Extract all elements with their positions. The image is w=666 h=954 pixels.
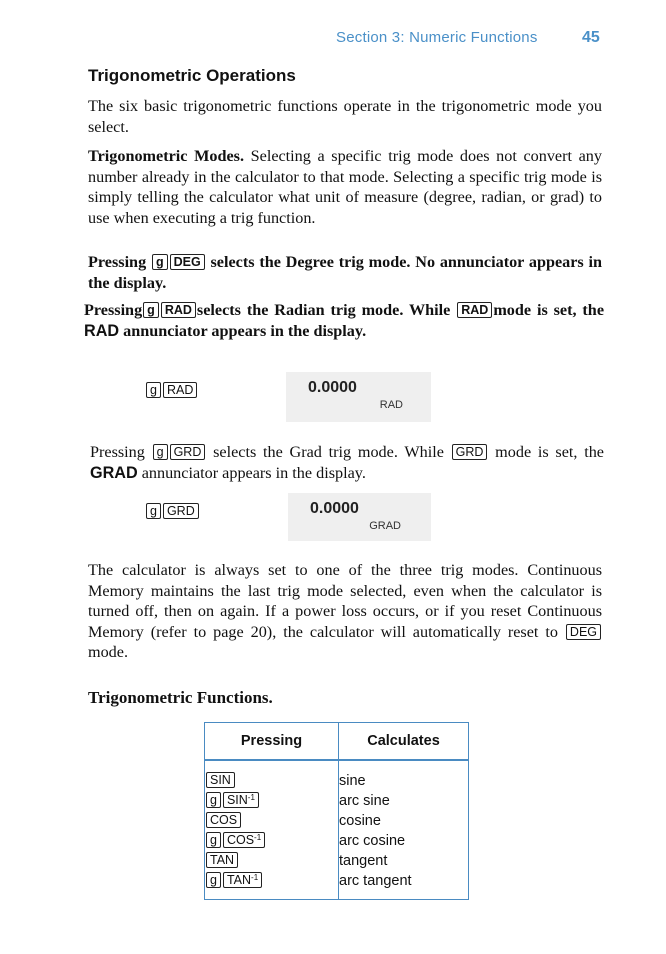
g-key: g xyxy=(146,382,161,398)
grd-example-keys xyxy=(145,503,200,521)
table-row xyxy=(205,851,338,871)
functions-heading: Trigonometric Functions. xyxy=(88,688,273,707)
column-header-pressing: Pressing xyxy=(205,723,339,761)
display-value: 0.0000 xyxy=(310,500,359,517)
result-tangent: tangent xyxy=(339,853,388,869)
grd-annunciator-label: GRAD xyxy=(90,463,138,482)
memory-paragraph xyxy=(88,560,602,663)
grd-key: GRD xyxy=(163,503,199,519)
g-key: g xyxy=(152,254,168,270)
sin-inverse-key: $SIN^{-1}$ xyxy=(223,792,259,808)
grd-key: GRD xyxy=(452,444,488,460)
trig-modes-text: Selecting a specific trig mode does not convert any number already in the calculator to that mode. Selecting a specific trig mode is simply telling the calculator what unit of measure (degree, radian, or grad) to use when executing a trig function. xyxy=(88,147,602,227)
table-row xyxy=(205,811,338,831)
cos-inverse-key: $COS^{-1}$ xyxy=(223,832,265,848)
result-arc-tangent: arc tangent xyxy=(339,873,412,889)
g-key: g xyxy=(206,872,221,888)
column-header-calculates: Calculates xyxy=(339,723,469,761)
g-key: g xyxy=(153,444,168,460)
intro-paragraph: The six basic trigonometric functions operate in the trigonometric mode you select. xyxy=(88,97,602,136)
rad-text-2: mode is set, the xyxy=(493,301,604,319)
table-row xyxy=(205,771,338,791)
result-cosine: cosine xyxy=(339,813,381,829)
rad-example-keys xyxy=(145,382,198,400)
deg-key: DEG xyxy=(566,624,601,640)
deg-paragraph xyxy=(88,252,602,293)
sin-key: SIN xyxy=(206,772,235,788)
display-annunciator: GRAD xyxy=(369,520,401,532)
section-heading: Trigonometric Operations xyxy=(88,66,296,85)
rad-paragraph xyxy=(84,300,604,341)
g-key: g xyxy=(206,792,221,808)
display-value: 0.0000 xyxy=(308,379,357,396)
grd-pressing: Pressing xyxy=(90,443,145,461)
table-row xyxy=(205,791,338,811)
trig-functions-table xyxy=(204,722,469,900)
rad-display xyxy=(286,372,431,422)
rad-pressing: Pressing xyxy=(84,301,143,319)
pressing-cell xyxy=(205,760,339,900)
rad-text-1: selects the Radian trig mode. While xyxy=(196,301,451,319)
running-title: Section 3: Numeric Functions xyxy=(336,29,538,46)
page-number: 45 xyxy=(582,29,600,46)
g-key: g xyxy=(206,832,221,848)
deg-pressing: Pressing xyxy=(88,253,147,271)
grd-display xyxy=(288,493,431,541)
g-key: g xyxy=(146,503,161,519)
g-key: g xyxy=(143,302,159,318)
trig-modes-lead: Trigonometric Modes. xyxy=(88,147,245,165)
rad-text-3: annunciator appears in the display. xyxy=(119,321,367,340)
result-arc-sine: arc sine xyxy=(339,793,390,809)
rad-key: RAD xyxy=(457,302,492,318)
rad-annunciator-label: RAD xyxy=(84,321,120,340)
calculates-cell xyxy=(339,760,469,900)
deg-key: DEG xyxy=(170,254,205,270)
result-sine: sine xyxy=(339,773,366,789)
grd-text-3: annunciator appears in the display. xyxy=(137,463,366,482)
memory-text: The calculator is always set to one of the three trig modes. Continuous Memory maintains the last trig mode selected, even when the calculator is turned off, then on again. If a power loss occurs, or if you reset Continuous Memory (refer to page 20), the calculator will automatically reset to xyxy=(88,561,602,641)
rad-key: RAD xyxy=(161,302,196,318)
display-annunciator: RAD xyxy=(379,399,403,411)
trig-modes-paragraph xyxy=(88,146,602,228)
table-row xyxy=(205,871,338,891)
memory-end: mode. xyxy=(88,643,129,661)
deg-text: selects the Degree trig mode. No annunciator appears in the display. xyxy=(88,253,603,292)
table-row xyxy=(205,831,338,851)
grd-text-2: mode is set, the xyxy=(488,443,604,461)
cos-key: COS xyxy=(206,812,241,828)
tan-key: TAN xyxy=(206,852,238,868)
tan-inverse-key: $TAN^{-1}$ xyxy=(223,872,262,888)
grd-key: GRD xyxy=(170,444,206,460)
grd-paragraph xyxy=(90,442,604,483)
grd-text-1: selects the Grad trig mode. While xyxy=(206,443,444,461)
rad-key: RAD xyxy=(163,382,197,398)
result-arc-cosine: arc cosine xyxy=(339,833,406,849)
